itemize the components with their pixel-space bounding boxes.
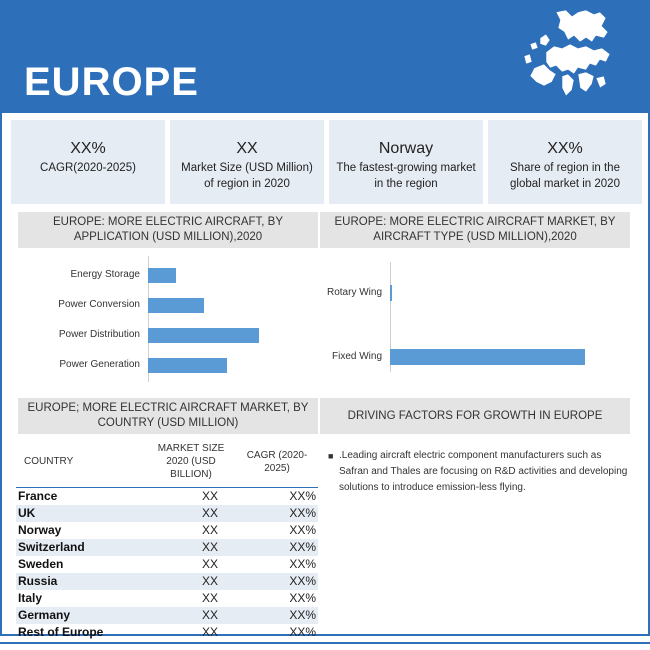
header-banner	[2, 2, 650, 113]
category-label: Power Conversion	[58, 299, 140, 310]
table-row	[16, 624, 318, 641]
cagr-cell: XX%	[289, 557, 316, 571]
footer-rule	[0, 642, 650, 644]
cagr-cell: XX%	[289, 489, 316, 504]
country-cell: Sweden	[18, 557, 64, 571]
table-row	[16, 522, 318, 539]
country-table	[16, 438, 318, 641]
header-country: COUNTRY	[16, 438, 126, 488]
kpi-label: The fastest-growing market in the region	[336, 162, 476, 190]
driving-factor-item	[328, 448, 628, 496]
table-row	[16, 556, 318, 573]
category-label: Rotary Wing	[326, 287, 382, 298]
kpi-share	[488, 120, 642, 204]
table-row	[16, 590, 318, 607]
bullet-icon: ■	[328, 451, 334, 461]
market-size-cell: XX	[201, 591, 218, 605]
market-size-cell: XX	[126, 539, 236, 556]
cagr-cell: XX%	[236, 539, 318, 556]
driving-factors-title: DRIVING FACTORS FOR GROWTH IN EUROPE	[320, 398, 630, 434]
application-bar-chart	[18, 254, 318, 384]
kpi-value: XX%	[70, 140, 106, 157]
cagr-cell: XX%	[236, 573, 318, 590]
cagr-cell: XX%	[236, 505, 318, 522]
table-row	[16, 488, 318, 505]
cagr-cell: XX%	[236, 607, 318, 624]
country-cell: UK	[16, 505, 126, 522]
application-chart-title: EUROPE: MORE ELECTRIC AIRCRAFT, BY APPLICATION (USD MILLION),2020	[18, 212, 318, 248]
country-cell: Norway	[18, 523, 62, 537]
category-label: Power Distribution	[58, 329, 140, 340]
kpi-label: Share of region in the global market in 2020	[510, 162, 620, 190]
market-size-cell: XX	[201, 557, 218, 571]
aircraft-type-chart-title: EUROPE: MORE ELECTRIC AIRCRAFT MARKET, BY AIRCRAFT TYPE (USD MILLION),2020	[320, 212, 630, 248]
kpi-label: Market Size (USD Million) of region in 2020	[181, 162, 313, 190]
country-cell: Switzerland	[16, 539, 126, 556]
aircraft-type-bar-chart	[320, 254, 630, 384]
country-cell: Germany	[16, 607, 126, 624]
market-size-cell: XX	[201, 489, 218, 504]
bar-power-conversion	[148, 298, 204, 313]
country-table-title: EUROPE; MORE ELECTRIC AIRCRAFT MARKET, BY COUNTRY (USD MILLION)	[18, 398, 318, 434]
market-size-cell: XX	[201, 523, 218, 537]
cagr-cell: XX%	[289, 523, 316, 537]
country-cell: France	[18, 489, 58, 504]
table-header-row	[16, 438, 318, 488]
driving-factor-text: .Leading aircraft electric component manufacturers such as Safran and Thales are focusing on R&D activities and developing solutions to introduce emission-less flying.	[339, 450, 628, 493]
kpi-value: XX	[236, 140, 258, 157]
kpi-fastest-growing	[329, 120, 483, 204]
category-label: Energy Storage	[70, 269, 140, 280]
kpi-value: XX%	[547, 140, 583, 157]
cagr-cell: XX%	[289, 591, 316, 605]
table-row	[16, 539, 318, 556]
header-market-size: MARKET SIZE 2020 (USD BILLION)	[126, 438, 236, 488]
bar-power-generation	[148, 358, 227, 373]
bar-fixed-wing	[390, 349, 585, 365]
market-size-cell: XX	[126, 573, 236, 590]
kpi-value: Norway	[378, 140, 434, 157]
market-size-cell: XX	[126, 505, 236, 522]
europe-map-icon	[516, 8, 612, 106]
table-row	[16, 607, 318, 624]
country-cell: Russia	[16, 573, 126, 590]
kpi-cagr	[11, 120, 165, 204]
kpi-market-size	[170, 120, 324, 204]
bar-rotary-wing	[390, 285, 392, 301]
category-label: Fixed Wing	[331, 351, 382, 362]
header-cagr: CAGR (2020-2025)	[236, 438, 318, 488]
region-title: EUROPE	[24, 60, 199, 104]
country-cell: Italy	[18, 591, 43, 605]
bar-power-distribution	[148, 328, 259, 343]
cagr-cell: XX%	[289, 625, 316, 639]
kpi-label: CAGR(2020-2025)	[40, 162, 136, 174]
country-cell: Rest of Europe	[18, 625, 104, 639]
table-row	[16, 505, 318, 522]
table-row	[16, 573, 318, 590]
bar-energy-storage	[148, 268, 176, 283]
market-size-cell: XX	[126, 607, 236, 624]
market-size-cell: XX	[201, 625, 218, 639]
category-label: Power Generation	[59, 359, 140, 370]
kpi-row	[11, 120, 643, 204]
